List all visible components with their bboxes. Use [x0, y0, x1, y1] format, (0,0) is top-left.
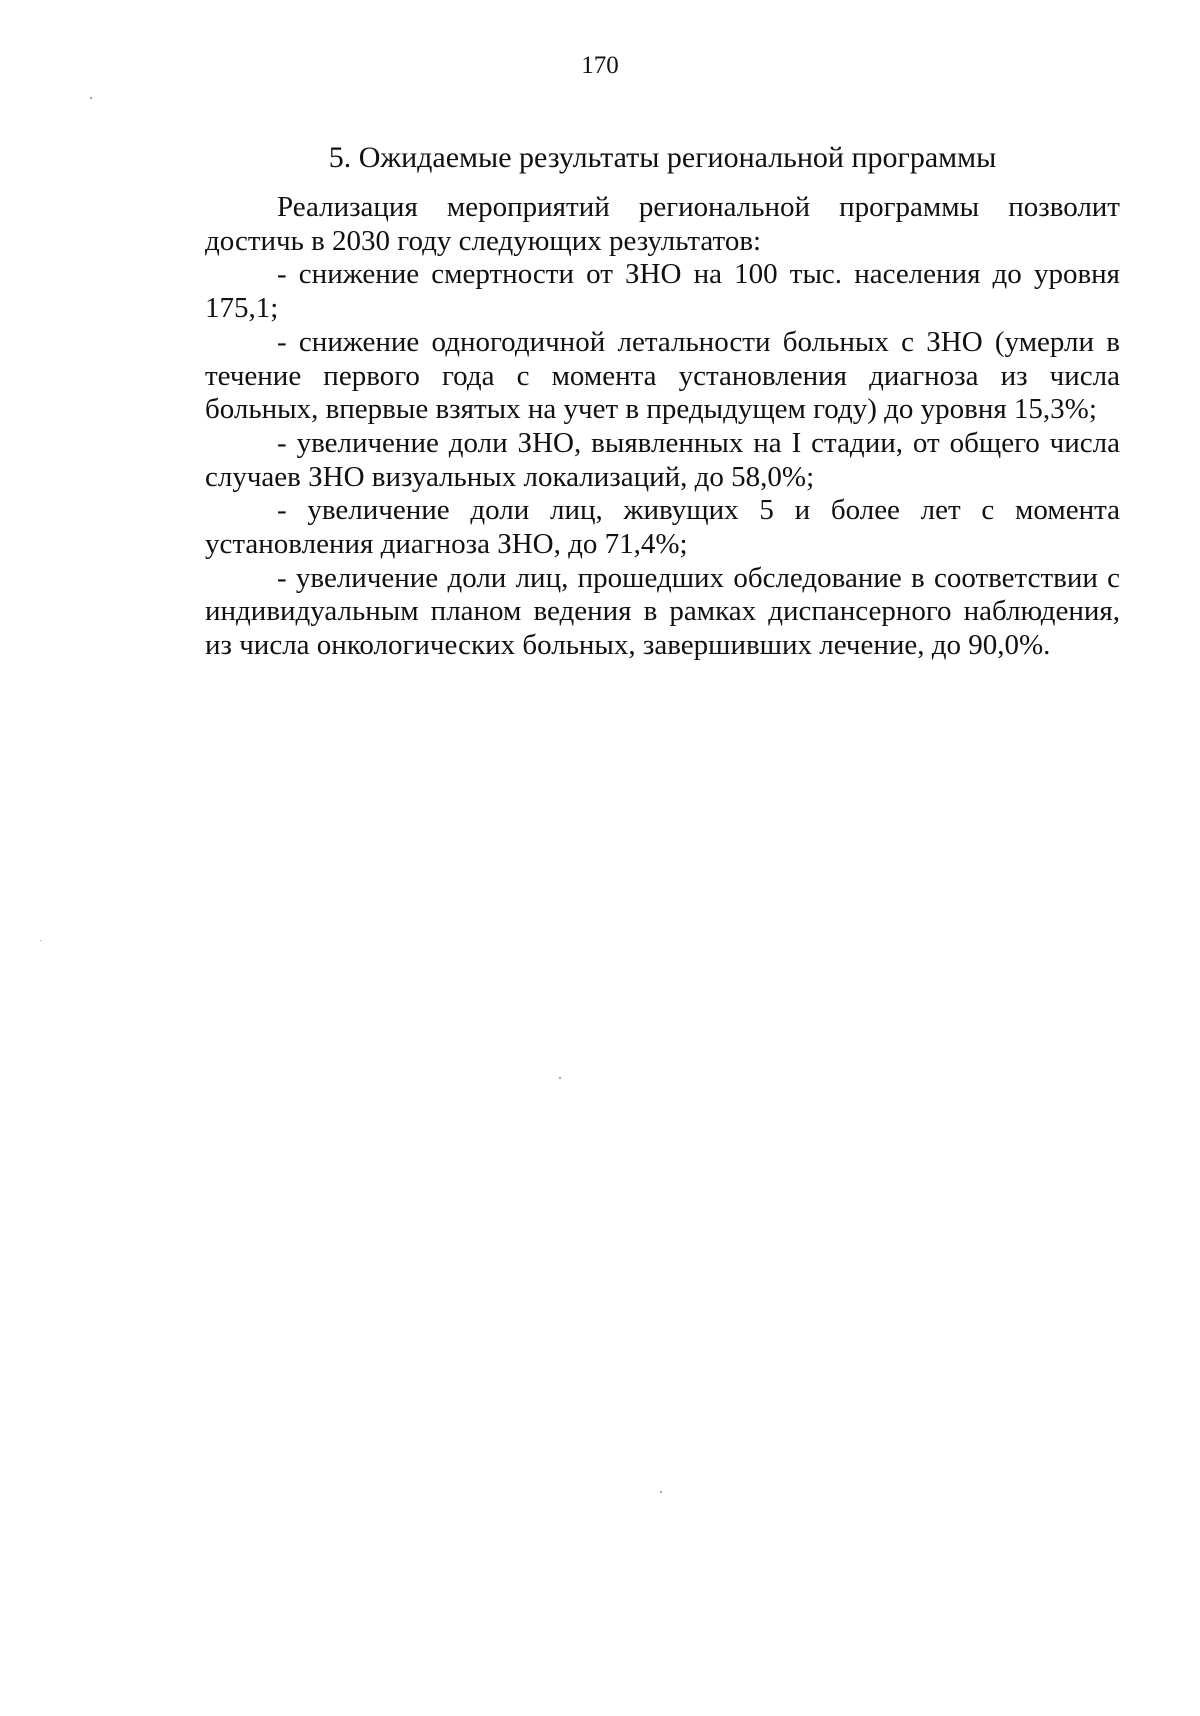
result-item: - снижение одногодичной летальности больных с ЗНО (умерли в течение первого года с момента установления диагноза из числа больных, впервые взятых на учет в предыдущем году) до уровня 15,3%;	[205, 325, 1120, 426]
result-item: - увеличение доли ЗНО, выявленных на I стадии, от общего числа случаев ЗНО визуальных локализаций, до 58,0%;	[205, 426, 1120, 493]
scan-speck	[660, 1491, 662, 1493]
page-number: 170	[581, 52, 619, 79]
scan-speck	[559, 1077, 561, 1079]
result-item: - увеличение доли лиц, живущих 5 и более лет с момента установления диагноза ЗНО, до 71,4%;	[205, 494, 1120, 561]
intro-paragraph: Реализация мероприятий региональной программы позволит достичь в 2030 году следующих результатов:	[205, 191, 1120, 257]
scan-speck	[90, 97, 92, 99]
result-item: - снижение смертности от ЗНО на 100 тыс. населения до уровня 175,1;	[205, 258, 1120, 325]
scan-speck	[40, 940, 41, 941]
document-body	[205, 191, 1120, 663]
result-item: - увеличение доли лиц, прошедших обследование в соответствии с индивидуальным планом ведения в рамках диспансерного наблюдения, из числа онкологических больных, завершивших лечение, до 90,0%.	[205, 561, 1120, 662]
section-title: 5. Ожидаемые результаты региональной программы	[328, 141, 997, 174]
